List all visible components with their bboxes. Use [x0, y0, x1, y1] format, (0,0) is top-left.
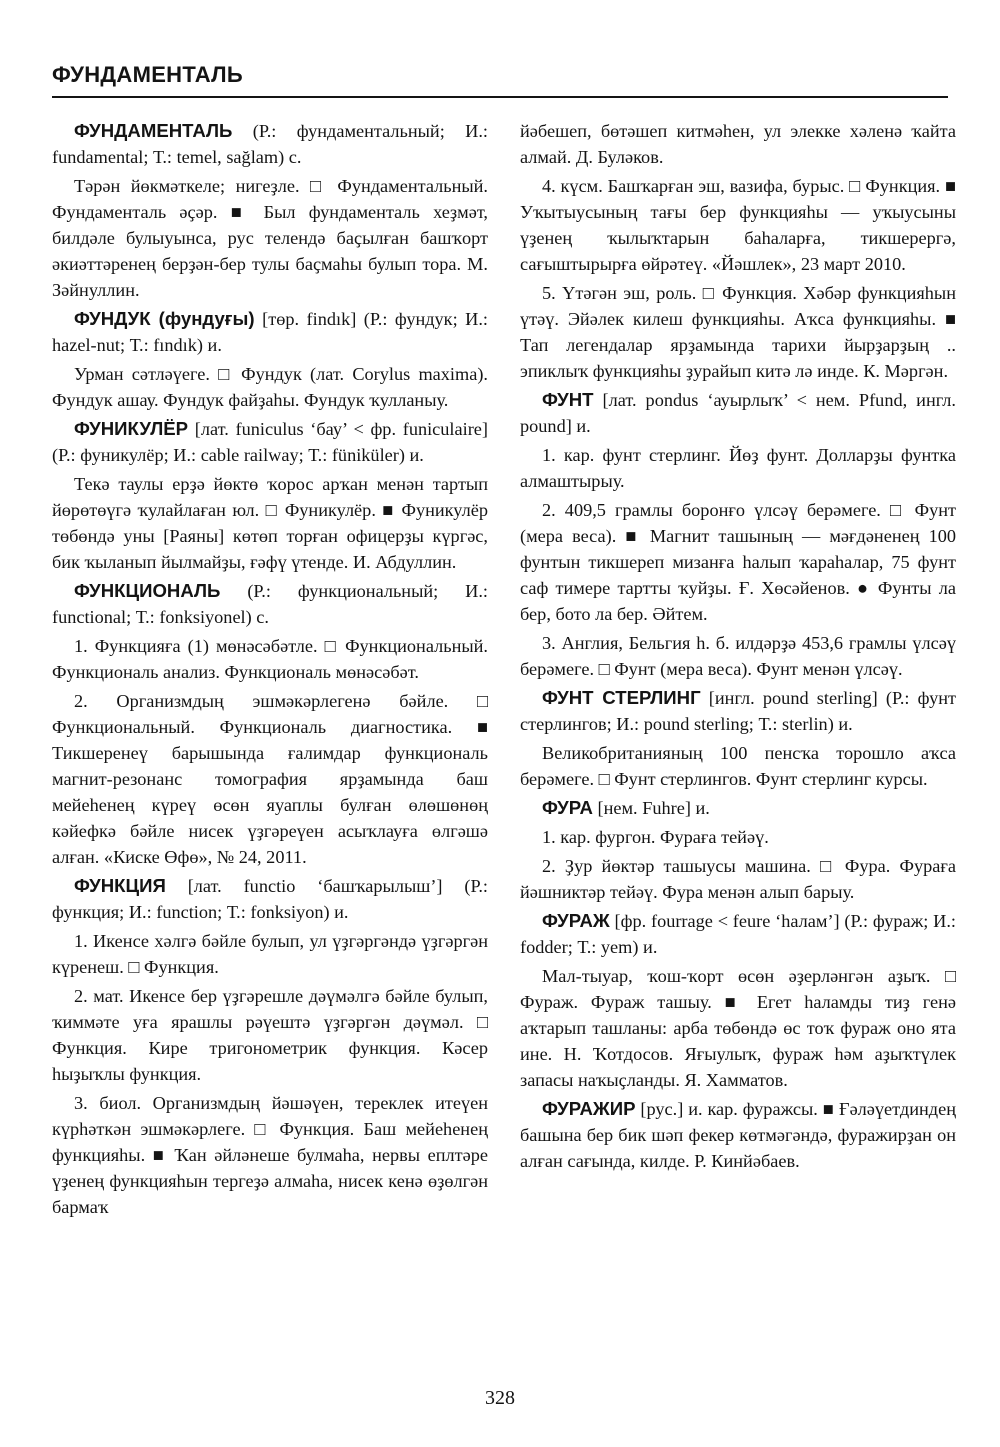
entry-text: Мал-тыуар, ҡош-ҡорт өсөн әҙерләнгән аҙыҡ. □ Фураж. Фураж ташыу. ■ Егет һаламды тиҙ генә аҡтарып ташланы: арба төбөндә өс тоҡ фураж оно ята ине. Н. Ҡотдосов. Яғыулыҡ, фураж һәм аҙыҡтүлек запасы наҡыҫланды. Я. Хамматов.: [520, 966, 956, 1090]
entry-paragraph: [520, 908, 956, 960]
header-rule: [52, 96, 948, 98]
entry-text: [рус.] и. кар. фуражсы. ■ Ғәләүетдиндең башына бер бик шәп фекер көтмәгәндә, фуражирҙан он алған сағында, килде. Р. Кинйәбаев.: [520, 1099, 956, 1171]
headword: ФУНДАМЕНТАЛЬ: [74, 120, 233, 141]
entry-paragraph: [52, 688, 488, 870]
entry-paragraph: [52, 633, 488, 685]
entry-paragraph: [520, 442, 956, 494]
right-column: [520, 118, 956, 1177]
entry-text: 3. Англия, Бельгия һ. б. илдәрҙә 453,6 грамлы үлсәү берәмеге. □ Фунт (мера веса). Фунт менән үлсәү.: [520, 633, 956, 679]
headword: ФУРАЖ: [542, 910, 610, 931]
entry-paragraph: [52, 983, 488, 1087]
entry-paragraph: [52, 873, 488, 925]
headword: ФУНДУК (фундуғы): [74, 308, 255, 329]
entry-paragraph: [52, 361, 488, 413]
running-head-title: ФУНДАМЕНТАЛЬ: [52, 62, 244, 87]
entry-paragraph: [520, 280, 956, 384]
entry-text: 5. Үтәгән эш, роль. □ Функция. Хәбәр функцияһын үтәү. Эйәлек килеш функцияһы. Аҡса функцияһы. ■ Тап легендалар ярҙамында тарихи йырҙарҙың .. эпиклыҡ функцияһы ҙурайып китә лә инде. К. Мәргән.: [520, 283, 956, 381]
entry-text: (Р.: фундаментальный; И.: fundamental; Т.: temel, sağlam) с.: [52, 121, 488, 167]
left-column: [52, 118, 488, 1223]
entry-paragraph: [52, 118, 488, 170]
entry-paragraph: [52, 1090, 488, 1220]
headword: ФУНТ: [542, 389, 594, 410]
entry-text: [лат. pondus ‘ауырлыҡ’ < нем. Pfund, ингл. pound] и.: [520, 390, 956, 436]
entry-text: [лат. functio ‘башҡарылыш’] (Р.: функция; И.: function; Т.: fonksiyon) и.: [52, 876, 488, 922]
entry-text: (Р.: функциональный; И.: functional; Т.: fonksiyonel) с.: [52, 581, 488, 627]
entry-paragraph: [520, 795, 956, 821]
headword: ФУНИКУЛЁР: [74, 418, 189, 439]
entry-text: 2. 409,5 грамлы боронғо үлсәү берәмеге. □ Фунт (мера веса). ■ Магнит ташының — мәғдәненең 100 фунтын тикшереп мизанға һалып ҡараһалар, 75 фунт саф тимере тартты ҡуйҙы. Ғ. Хөсәйенов. ● Фунты ла бер, бото ла бер. Әйтем.: [520, 500, 956, 624]
entry-text: 2. Организмдың эшмәкәрлегенә бәйле. □ Функциональный. Функциональ диагностика. ■ Тикшеренеү барышында ғалимдар функциональ магнит-резонанс томография ярҙамында баш мейеһенең күреү өсөн яуаплы булған өлөшөнөң кәйефкә бәйле нисек үҙгәреүен асыҡлауға өлгәшә алған. «Киске Өфө», № 24, 2011.: [52, 691, 488, 867]
entry-paragraph: [52, 173, 488, 303]
entry-text: 4. күсм. Башҡарған эш, вазифа, бурыс. □ Функция. ■ Уҡытыусының тағы бер функцияһы — уҡыусыны үҙенең ҡылыҡтарын баһаларға, тикшерергә, сағыштырырға өйрәтеү. «Йәшлек», 23 март 2010.: [520, 176, 956, 274]
entry-text: 1. Функцияға (1) мөнәсәбәтле. □ Функциональный. Функциональ анализ. Функциональ мөнәсәбәт.: [52, 636, 488, 682]
headword: ФУРА: [542, 797, 593, 818]
entry-paragraph: [52, 928, 488, 980]
entry-text: 1. кар. фунт стерлинг. Йөҙ фунт. Долларҙы фунтка алмаштырыу.: [520, 445, 956, 491]
entry-paragraph: [52, 471, 488, 575]
entry-text: 2. Ҙур йөктәр ташыусы машина. □ Фура. Фураға йәшниктәр тейәү. Фура менән алып барыу.: [520, 856, 956, 902]
entry-paragraph: [520, 118, 956, 170]
entry-paragraph: [520, 853, 956, 905]
entry-paragraph: [520, 173, 956, 277]
entry-text: 3. биол. Организмдың йәшәүен, тереклек итеүен күрһәткән эшмәкәрлеге. □ Функция. Баш мейеһенең функцияһы. ■ Ҡан әйләнеше булмаһа, нервы еплтәре үҙенең функцияһын тергеҙә алмаһа, нисек кенә өҙөлгән бармаҡ: [52, 1093, 488, 1217]
entry-text: йәбешеп, бөтәшеп китмәһен, ул элекке хәленә ҡайта алмай. Д. Буләков.: [520, 121, 956, 167]
entry-text: Великобританияның 100 пенсҡа торошло аҡса берәмеге. □ Фунт стерлингов. Фунт стерлинг курсы.: [520, 743, 956, 789]
entry-paragraph: [520, 1096, 956, 1174]
entry-paragraph: [520, 387, 956, 439]
entry-paragraph: [520, 740, 956, 792]
headword: ФУНКЦИЯ: [74, 875, 166, 896]
entry-text: [лат. funiculus ‘бау’ < фр. funiculaire] (Р.: фуникулёр; И.: cable railway; Т.: füniküler) и.: [52, 419, 488, 465]
entry-paragraph: [520, 630, 956, 682]
entry-paragraph: [520, 497, 956, 627]
headword: ФУНКЦИОНАЛЬ: [74, 580, 221, 601]
entry-text: [фр. fourrage < feure ‘һалам’] (Р.: фураж; И.: fodder; Т.: yem) и.: [520, 911, 956, 957]
entry-text: 1. кар. фургон. Фураға тейәү.: [542, 827, 769, 847]
entry-text: Урман сәтләүеге. □ Фундук (лат. Corylus maxima). Фундук ашау. Фундук файҙаһы. Фундук ҡулланыу.: [52, 364, 488, 410]
entry-text: [төр. findık] (Р.: фундук; И.: hazel-nut; Т.: fındık) и.: [52, 309, 488, 355]
entry-paragraph: [52, 306, 488, 358]
headword: ФУНТ СТЕРЛИНГ: [542, 687, 701, 708]
headword: ФУРАЖИР: [542, 1098, 636, 1119]
entry-text: 1. Икенсе хәлгә бәйле булып, ул үҙгәргәндә үҙгәргән күренеш. □ Функция.: [52, 931, 488, 977]
entry-paragraph: [520, 824, 956, 850]
entry-paragraph: [520, 685, 956, 737]
entry-text: 2. мат. Икенсе бер үҙгәрешле дәүмәлгә бәйле булып, ҡиммәте уға ярашлы рәүештә үҙгәргән дәүмәл. □ Функция. Кире тригонометрик функция. Кәсер һыҙыҡлы функция.: [52, 986, 488, 1084]
entry-text: Текә таулы ерҙә йөктө ҡорос арҡан менән тартып йөрөтөүгә ҡулайлаған юл. □ Фуникулёр. ■ Фуникулёр төбөндә уны [Раяны] көтөп торған офицерҙы күргәс, бик ҡыланып йылмайҙы, ғәфү үтенде. И. Абдуллин.: [52, 474, 488, 572]
entry-paragraph: [520, 963, 956, 1093]
page-number: 328: [485, 1387, 515, 1409]
entry-paragraph: [52, 416, 488, 468]
entry-text: [ингл. pound sterling] (Р.: фунт стерлингов; И.: pound sterling; Т.: sterlin) и.: [520, 688, 956, 734]
entry-text: [нем. Fuhre] и.: [592, 798, 710, 818]
entry-text: Тәрән йөкмәткеле; нигеҙле. □ Фундаментальный. Фундаменталь әҫәр. ■ Был фундаменталь хеҙмәт, билдәле булыуынса, рус телендә баҫылған башҡорт әкиәттәренең берҙән-бер тулы баҫмаһы булып тора. М. Зәйнуллин.: [52, 176, 488, 300]
entry-paragraph: [52, 578, 488, 630]
